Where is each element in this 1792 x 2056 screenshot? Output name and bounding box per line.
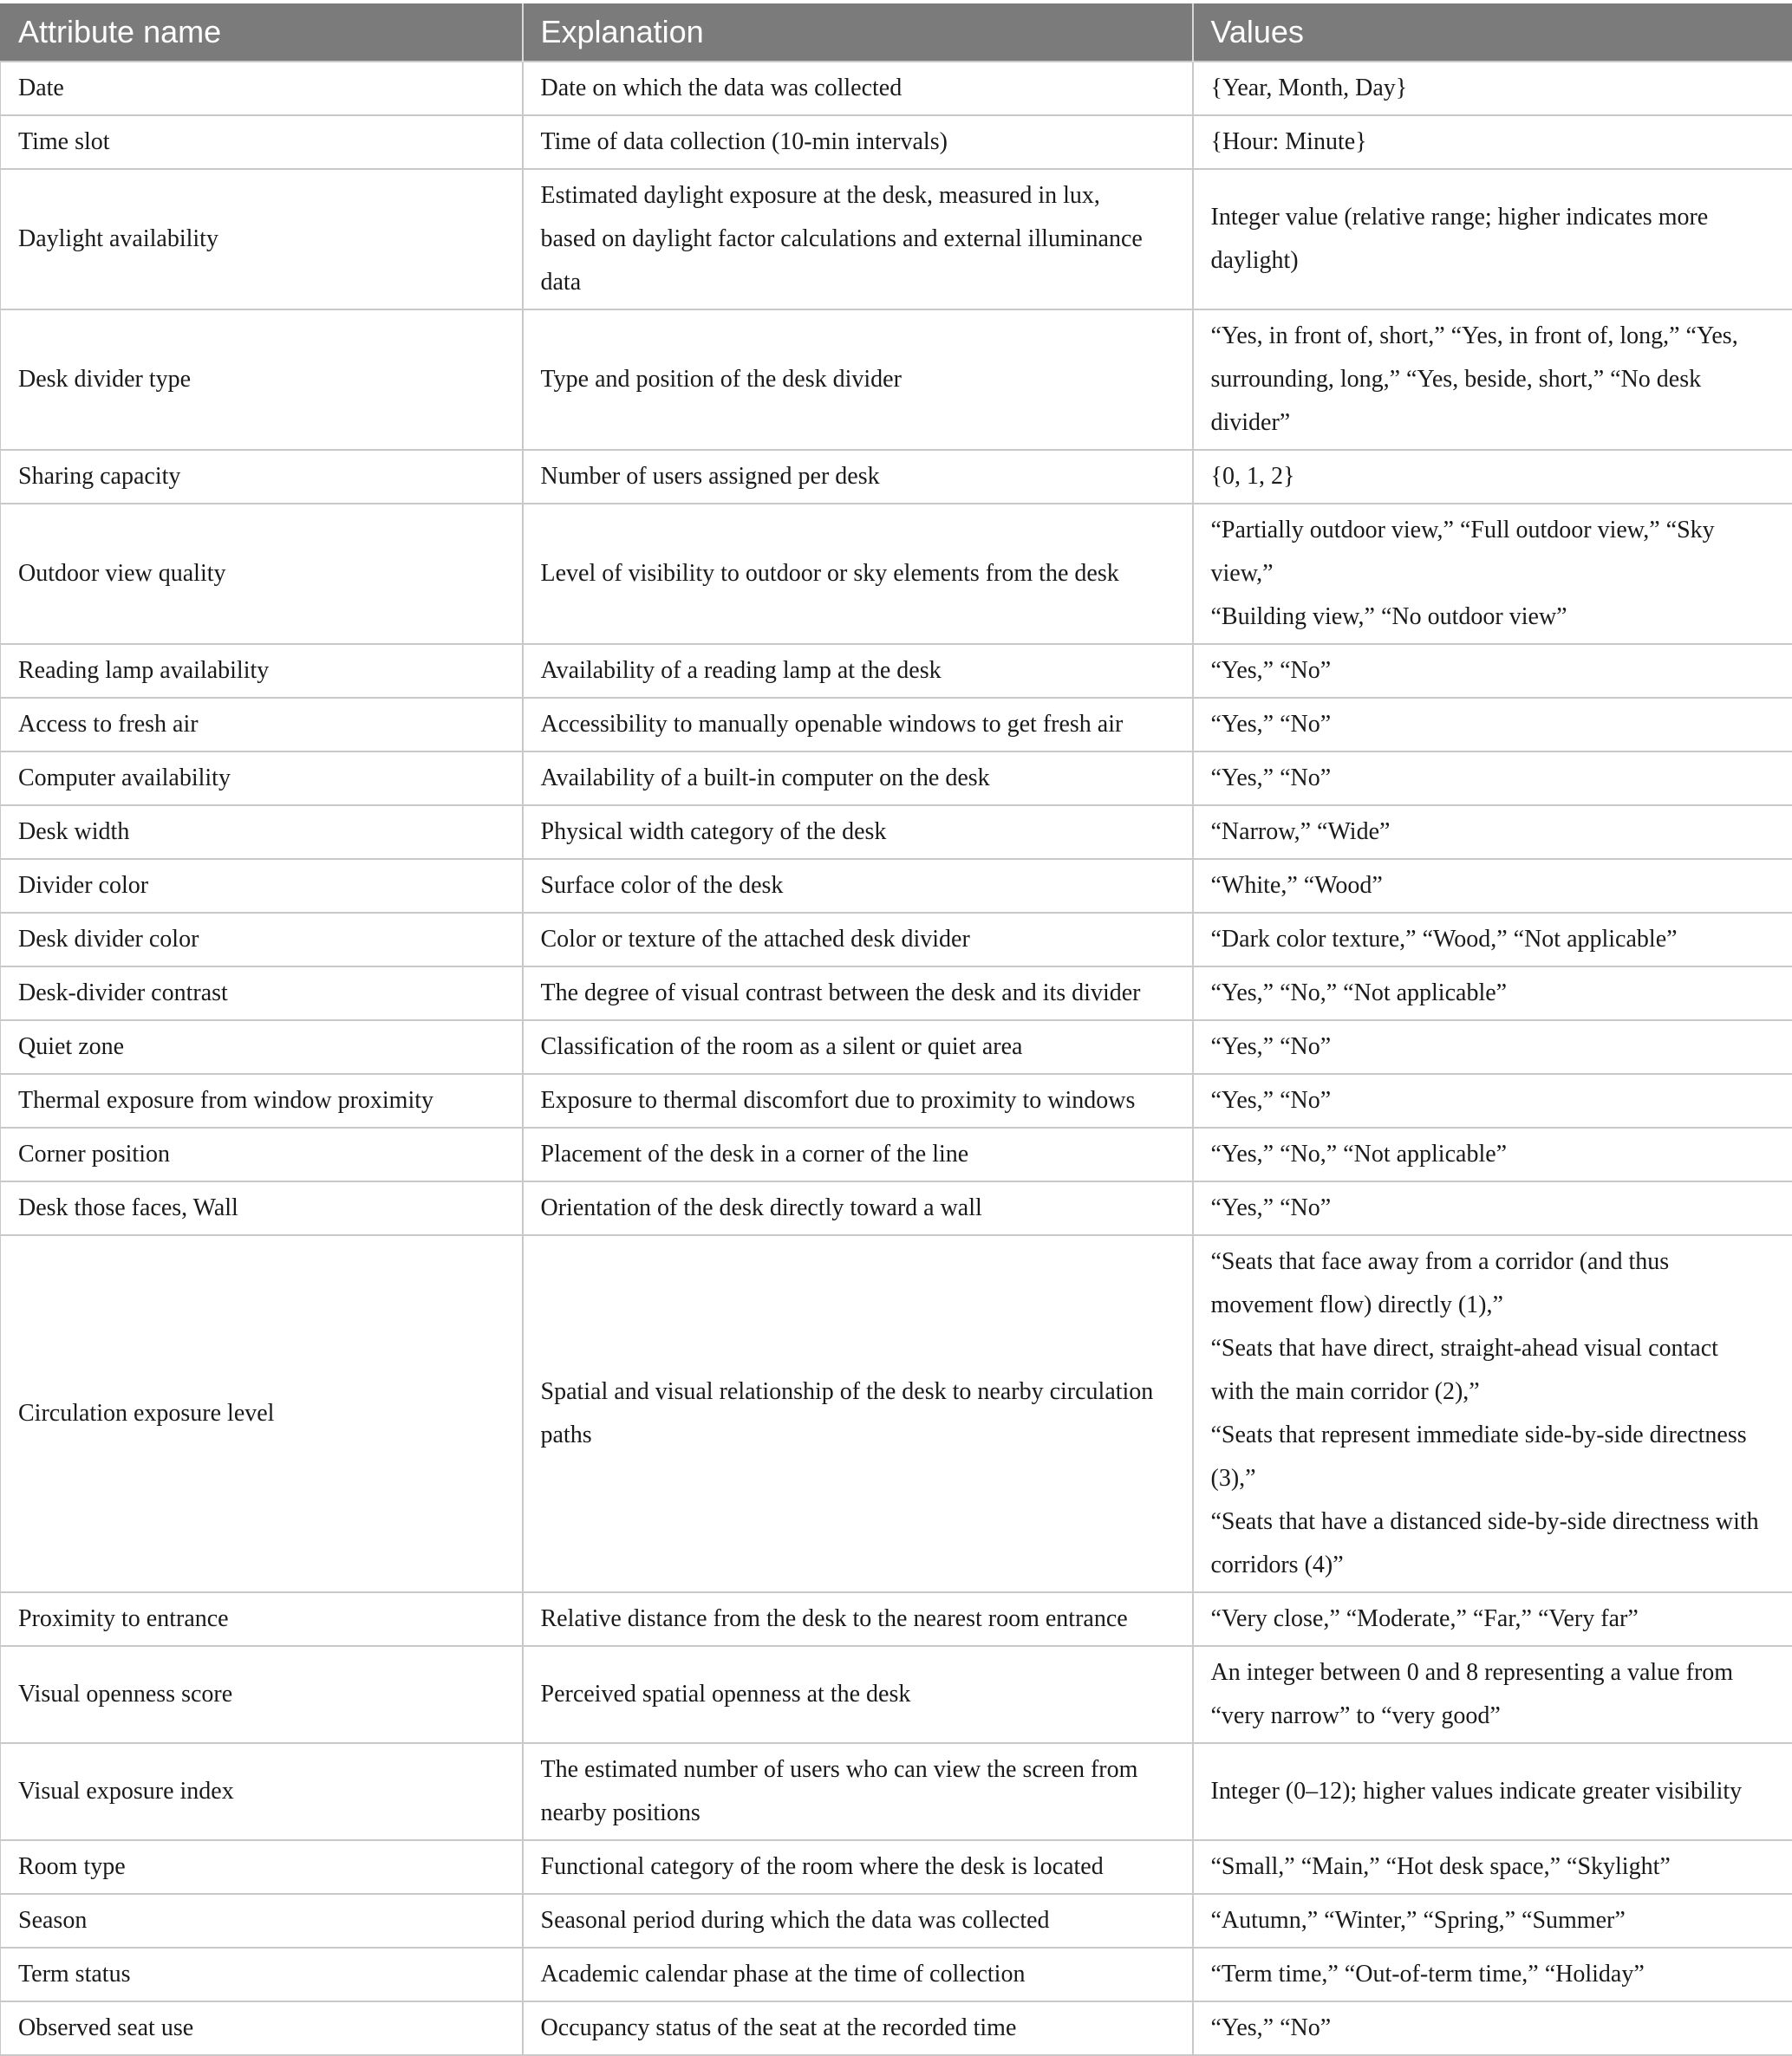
values-cell — [1193, 1128, 1792, 1181]
explanation-line: Spatial and visual relationship of the desk to nearby circulation — [541, 1370, 1175, 1414]
attribute-name-cell: Desk width — [1, 805, 523, 859]
attribute-name-cell: Desk divider type — [1, 309, 523, 450]
table-row — [1, 115, 1792, 169]
values-cell — [1193, 1020, 1792, 1074]
table-row — [1, 1128, 1792, 1181]
values-line: “Term time,” “Out-of-term time,” “Holiday” — [1211, 1953, 1776, 1996]
values-cell — [1193, 859, 1792, 913]
values-cell — [1193, 1181, 1792, 1235]
table-row — [1, 644, 1792, 698]
table-row — [1, 1840, 1792, 1894]
values-cell — [1193, 62, 1792, 115]
values-cell — [1193, 1646, 1792, 1743]
values-line: “Partially outdoor view,” “Full outdoor view,” “Sky view,” — [1211, 509, 1776, 595]
table-row — [1, 859, 1792, 913]
values-cell — [1193, 644, 1792, 698]
values-line: “Narrow,” “Wide” — [1211, 810, 1776, 854]
explanation-line: data — [541, 261, 1175, 304]
values-cell — [1193, 966, 1792, 1020]
attribute-name-cell: Reading lamp availability — [1, 644, 523, 698]
values-line: {Hour: Minute} — [1211, 120, 1776, 164]
explanation-cell — [523, 913, 1193, 966]
values-line: “Seats that represent immediate side-by-side directness — [1211, 1414, 1776, 1457]
attribute-name-cell: Corner position — [1, 1128, 523, 1181]
explanation-line: Physical width category of the desk — [541, 810, 1175, 854]
explanation-cell — [523, 1743, 1193, 1840]
attribute-name-cell: Date — [1, 62, 523, 115]
explanation-line: Type and position of the desk divider — [541, 358, 1175, 401]
values-line: daylight) — [1211, 239, 1776, 283]
explanation-cell — [523, 2001, 1193, 2055]
explanation-line: Perceived spatial openness at the desk — [541, 1673, 1175, 1716]
explanation-line: Exposure to thermal discomfort due to proximity to windows — [541, 1079, 1175, 1122]
table-row — [1, 62, 1792, 115]
attribute-name-cell: Circulation exposure level — [1, 1235, 523, 1592]
explanation-cell — [523, 115, 1193, 169]
attribute-name-cell: Observed seat use — [1, 2001, 523, 2055]
attribute-name-cell: Access to fresh air — [1, 698, 523, 751]
attribute-name-cell: Outdoor view quality — [1, 504, 523, 644]
explanation-cell — [523, 1894, 1193, 1948]
table-row — [1, 2001, 1792, 2055]
table-row — [1, 1020, 1792, 1074]
explanation-line: nearby positions — [541, 1792, 1175, 1835]
table-row — [1, 1646, 1792, 1743]
explanation-cell — [523, 1181, 1193, 1235]
attribute-table — [0, 3, 1792, 2056]
values-cell — [1193, 1840, 1792, 1894]
explanation-line: Relative distance from the desk to the nearest room entrance — [541, 1597, 1175, 1641]
table-row — [1, 450, 1792, 504]
values-line: “Yes,” “No” — [1211, 1079, 1776, 1122]
attribute-name-cell: Room type — [1, 1840, 523, 1894]
explanation-line: Accessibility to manually openable windows to get fresh air — [541, 703, 1175, 746]
table-header — [1, 3, 1792, 62]
values-cell — [1193, 1743, 1792, 1840]
table-row — [1, 1074, 1792, 1128]
attribute-name-cell: Desk divider color — [1, 913, 523, 966]
values-line: “Seats that face away from a corridor (and thus — [1211, 1240, 1776, 1284]
values-cell — [1193, 2001, 1792, 2055]
values-line: “Yes,” “No” — [1211, 649, 1776, 693]
explanation-cell — [523, 1128, 1193, 1181]
explanation-cell — [523, 1840, 1193, 1894]
values-line: “Seats that have a distanced side-by-side directness with — [1211, 1500, 1776, 1544]
values-line: Integer (0–12); higher values indicate greater visibility — [1211, 1770, 1776, 1813]
explanation-cell — [523, 644, 1193, 698]
attribute-name-cell: Time slot — [1, 115, 523, 169]
table-row — [1, 169, 1792, 309]
explanation-cell — [523, 450, 1193, 504]
explanation-cell — [523, 859, 1193, 913]
table-row — [1, 1235, 1792, 1592]
values-line: (3),” — [1211, 1457, 1776, 1500]
explanation-line: Number of users assigned per desk — [541, 455, 1175, 498]
explanation-cell — [523, 1948, 1193, 2001]
explanation-line: Occupancy status of the seat at the recorded time — [541, 2007, 1175, 2050]
values-line: “Yes,” “No” — [1211, 703, 1776, 746]
explanation-line: Availability of a built-in computer on the desk — [541, 757, 1175, 800]
values-cell — [1193, 1074, 1792, 1128]
explanation-line: Surface color of the desk — [541, 864, 1175, 908]
explanation-line: Functional category of the room where the desk is located — [541, 1845, 1175, 1889]
values-cell — [1193, 805, 1792, 859]
values-line: “Yes,” “No” — [1211, 1187, 1776, 1230]
explanation-line: Estimated daylight exposure at the desk, measured in lux, — [541, 174, 1175, 218]
attribute-name-cell: Season — [1, 1894, 523, 1948]
explanation-line: paths — [541, 1414, 1175, 1457]
explanation-cell — [523, 966, 1193, 1020]
attribute-name-cell: Desk-divider contrast — [1, 966, 523, 1020]
attribute-name-cell: Quiet zone — [1, 1020, 523, 1074]
values-line: “Yes,” “No” — [1211, 2007, 1776, 2050]
explanation-line: Seasonal period during which the data was collected — [541, 1899, 1175, 1942]
attribute-name-cell: Divider color — [1, 859, 523, 913]
explanation-cell — [523, 805, 1193, 859]
explanation-line: Classification of the room as a silent or quiet area — [541, 1025, 1175, 1069]
explanation-line: Date on which the data was collected — [541, 67, 1175, 110]
header-explanation: Explanation — [523, 3, 1193, 62]
explanation-cell — [523, 1235, 1193, 1592]
table-row — [1, 1181, 1792, 1235]
values-cell — [1193, 1894, 1792, 1948]
values-cell — [1193, 169, 1792, 309]
explanation-line: Time of data collection (10-min intervals) — [541, 120, 1175, 164]
values-line: {0, 1, 2} — [1211, 455, 1776, 498]
values-line: An integer between 0 and 8 representing a value from — [1211, 1651, 1776, 1695]
explanation-line: Academic calendar phase at the time of collection — [541, 1953, 1175, 1996]
explanation-line: The estimated number of users who can view the screen from — [541, 1748, 1175, 1792]
attribute-name-cell: Proximity to entrance — [1, 1592, 523, 1646]
values-line: “Very close,” “Moderate,” “Far,” “Very far” — [1211, 1597, 1776, 1641]
values-line: Integer value (relative range; higher indicates more — [1211, 196, 1776, 239]
values-cell — [1193, 751, 1792, 805]
attribute-name-cell: Sharing capacity — [1, 450, 523, 504]
table-body — [1, 62, 1792, 2055]
explanation-cell — [523, 169, 1193, 309]
values-line: “Yes, in front of, short,” “Yes, in front of, long,” “Yes, — [1211, 315, 1776, 358]
table-row — [1, 309, 1792, 450]
explanation-line: Color or texture of the attached desk divider — [541, 918, 1175, 961]
explanation-cell — [523, 698, 1193, 751]
values-line: “White,” “Wood” — [1211, 864, 1776, 908]
table-row — [1, 504, 1792, 644]
attribute-name-cell: Thermal exposure from window proximity — [1, 1074, 523, 1128]
table-row — [1, 1743, 1792, 1840]
values-line: “Seats that have direct, straight-ahead visual contact — [1211, 1327, 1776, 1370]
values-cell — [1193, 1235, 1792, 1592]
values-line: “Yes,” “No” — [1211, 1025, 1776, 1069]
explanation-cell — [523, 1074, 1193, 1128]
values-line: movement flow) directly (1),” — [1211, 1284, 1776, 1327]
values-cell — [1193, 913, 1792, 966]
values-cell — [1193, 504, 1792, 644]
attribute-name-cell: Desk those faces, Wall — [1, 1181, 523, 1235]
values-line: divider” — [1211, 401, 1776, 445]
explanation-cell — [523, 1020, 1193, 1074]
values-cell — [1193, 1948, 1792, 2001]
values-cell — [1193, 698, 1792, 751]
explanation-cell — [523, 751, 1193, 805]
explanation-line: Availability of a reading lamp at the desk — [541, 649, 1175, 693]
values-cell — [1193, 1592, 1792, 1646]
explanation-line: based on daylight factor calculations and external illuminance — [541, 218, 1175, 261]
values-cell — [1193, 115, 1792, 169]
attribute-name-cell: Term status — [1, 1948, 523, 2001]
table-row — [1, 1948, 1792, 2001]
table-row — [1, 966, 1792, 1020]
values-line: “Autumn,” “Winter,” “Spring,” “Summer” — [1211, 1899, 1776, 1942]
values-line: {Year, Month, Day} — [1211, 67, 1776, 110]
table-row — [1, 751, 1792, 805]
attribute-name-cell: Visual openness score — [1, 1646, 523, 1743]
explanation-line: Level of visibility to outdoor or sky elements from the desk — [541, 552, 1175, 595]
values-line: “Building view,” “No outdoor view” — [1211, 595, 1776, 639]
explanation-line: Orientation of the desk directly toward a wall — [541, 1187, 1175, 1230]
explanation-cell — [523, 62, 1193, 115]
values-line: “Dark color texture,” “Wood,” “Not applicable” — [1211, 918, 1776, 961]
explanation-line: Placement of the desk in a corner of the line — [541, 1133, 1175, 1176]
explanation-cell — [523, 1592, 1193, 1646]
values-cell — [1193, 309, 1792, 450]
values-cell — [1193, 450, 1792, 504]
explanation-line: The degree of visual contrast between the desk and its divider — [541, 972, 1175, 1015]
header-row — [1, 3, 1792, 62]
header-values: Values — [1193, 3, 1792, 62]
values-line: corridors (4)” — [1211, 1544, 1776, 1587]
attribute-name-cell: Daylight availability — [1, 169, 523, 309]
values-line: with the main corridor (2),” — [1211, 1370, 1776, 1414]
values-line: “Yes,” “No,” “Not applicable” — [1211, 1133, 1776, 1176]
header-attribute-name: Attribute name — [1, 3, 523, 62]
values-line: surrounding, long,” “Yes, beside, short,” “No desk — [1211, 358, 1776, 401]
attribute-name-cell: Visual exposure index — [1, 1743, 523, 1840]
explanation-cell — [523, 1646, 1193, 1743]
table-row — [1, 1894, 1792, 1948]
table-row — [1, 913, 1792, 966]
values-line: “Yes,” “No” — [1211, 757, 1776, 800]
table-row — [1, 1592, 1792, 1646]
explanation-cell — [523, 309, 1193, 450]
values-line: “Small,” “Main,” “Hot desk space,” “Skylight” — [1211, 1845, 1776, 1889]
table-row — [1, 805, 1792, 859]
explanation-cell — [523, 504, 1193, 644]
attribute-name-cell: Computer availability — [1, 751, 523, 805]
values-line: “Yes,” “No,” “Not applicable” — [1211, 972, 1776, 1015]
table-row — [1, 698, 1792, 751]
values-line: “very narrow” to “very good” — [1211, 1695, 1776, 1738]
